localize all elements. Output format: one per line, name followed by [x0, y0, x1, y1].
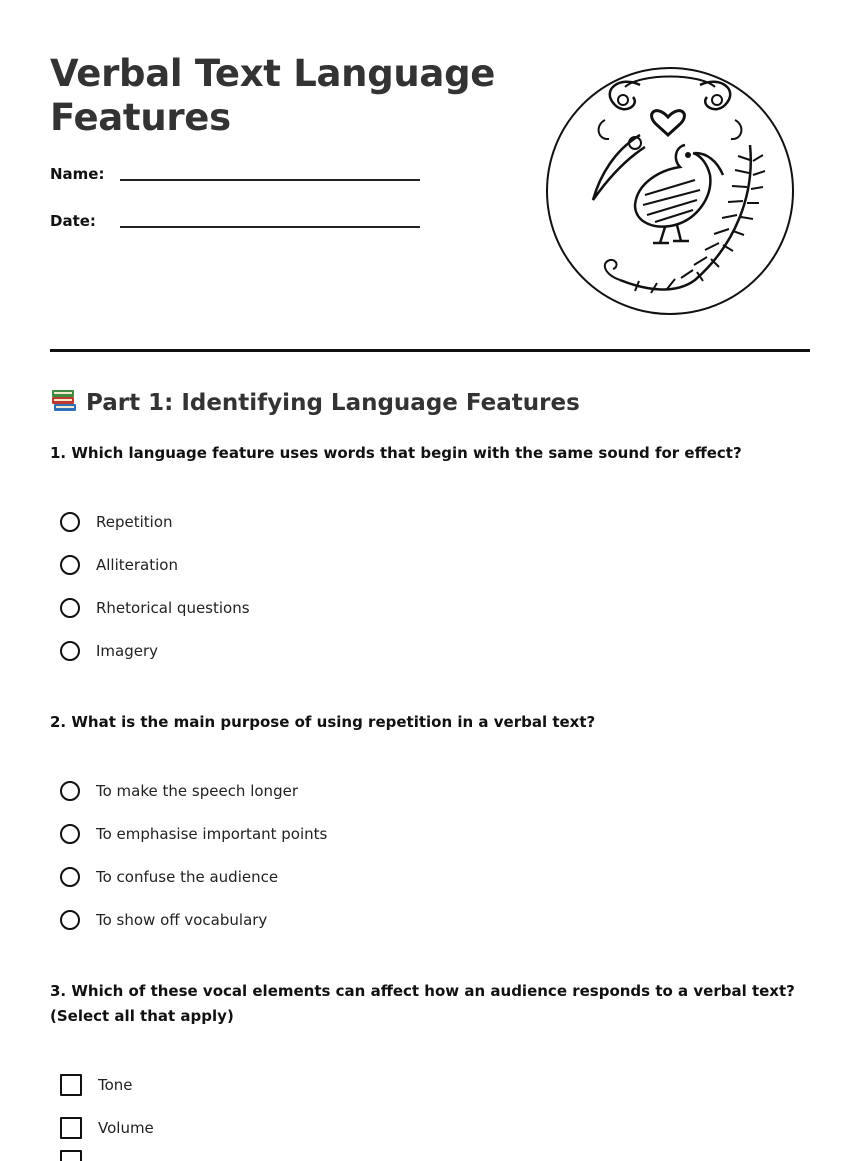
- name-label: Name:: [50, 165, 105, 183]
- section-divider: [50, 349, 810, 352]
- q2-option-4[interactable]: To show off vocabulary: [60, 907, 267, 933]
- name-input-line[interactable]: [120, 179, 420, 181]
- section-title-text: Part 1: Identifying Language Features: [86, 390, 580, 416]
- q3-option-1[interactable]: Tone: [60, 1072, 133, 1098]
- radio-button[interactable]: [60, 867, 80, 887]
- checkbox[interactable]: [60, 1074, 82, 1096]
- worksheet-title: Verbal Text Language Features: [50, 52, 496, 139]
- q1-option-1[interactable]: Repetition: [60, 509, 173, 535]
- checkbox[interactable]: [60, 1117, 82, 1139]
- date-label: Date:: [50, 212, 96, 230]
- radio-button[interactable]: [60, 555, 80, 575]
- date-field[interactable]: [50, 212, 430, 242]
- name-field[interactable]: [50, 165, 430, 195]
- radio-button[interactable]: [60, 598, 80, 618]
- question-1: 1. Which language feature uses words that begin with the same sound for effect?: [50, 444, 742, 462]
- radio-button[interactable]: [60, 512, 80, 532]
- books-icon: [50, 388, 78, 414]
- question-2: 2. What is the main purpose of using repetition in a verbal text?: [50, 713, 596, 731]
- radio-button[interactable]: [60, 641, 80, 661]
- radio-button[interactable]: [60, 910, 80, 930]
- q2-option-3[interactable]: To confuse the audience: [60, 864, 278, 890]
- q1-option-4[interactable]: Imagery: [60, 638, 158, 664]
- q3-option-2[interactable]: Volume: [60, 1115, 154, 1141]
- q3-option-3-partial[interactable]: [60, 1150, 98, 1161]
- q2-option-1[interactable]: To make the speech longer: [60, 778, 298, 804]
- q2-option-2[interactable]: To emphasise important points: [60, 821, 327, 847]
- checkbox[interactable]: [60, 1150, 82, 1161]
- radio-button[interactable]: [60, 824, 80, 844]
- date-input-line[interactable]: [120, 226, 420, 228]
- question-3: 3. Which of these vocal elements can affect how an audience responds to a verbal text? (Select all that apply): [50, 982, 795, 1025]
- q1-option-3[interactable]: Rhetorical questions: [60, 595, 250, 621]
- q1-option-2[interactable]: Alliteration: [60, 552, 178, 578]
- kiwi-bird-fern-emblem: [545, 65, 795, 317]
- radio-button[interactable]: [60, 781, 80, 801]
- section-heading: [50, 386, 580, 420]
